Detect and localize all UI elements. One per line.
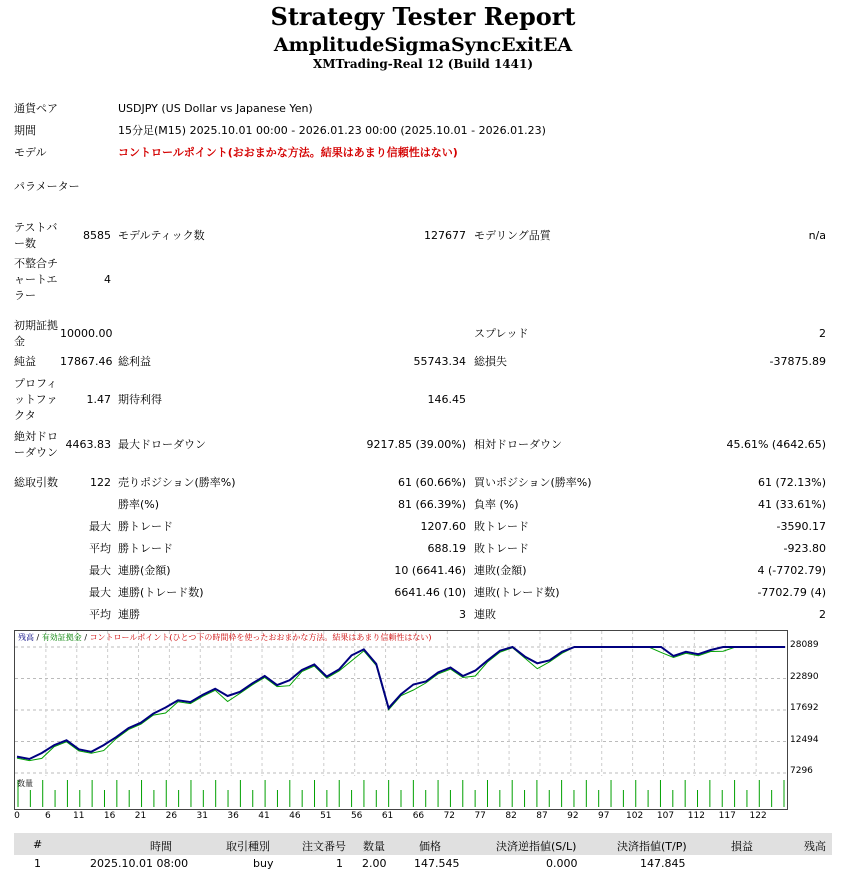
avg-consec-losses-value: 2 bbox=[819, 608, 826, 621]
deposit-label: 初期証拠金 bbox=[14, 319, 58, 348]
legend-balance: 残高 bbox=[18, 633, 34, 642]
max-consec2-row-label: 最大 bbox=[89, 586, 111, 599]
largest-loss-value: -3590.17 bbox=[776, 520, 826, 533]
table-header-cell: 価格 bbox=[419, 840, 441, 853]
rel-dd-value: 45.61% (4642.65) bbox=[726, 438, 826, 451]
short-value: 61 (60.66%) bbox=[397, 476, 466, 489]
bars-value: 8585 bbox=[83, 229, 111, 242]
table-header-cell: 損益 bbox=[731, 840, 753, 853]
period-value: 15分足(M15) 2025.10.01 00:00 - 2026.01.23 00:00 (2025.10.01 - 2026.01.23) bbox=[118, 124, 546, 137]
total-trades-value: 122 bbox=[90, 476, 111, 489]
x-tick-label: 122 bbox=[749, 811, 767, 821]
model-value: コントロールポイント(おおまかな方法。結果はあまり信頼性はない) bbox=[118, 146, 458, 159]
max-consec-wins-label: 連勝(金額) bbox=[118, 564, 171, 577]
table-header-cell: 残高 bbox=[804, 840, 826, 853]
abs-dd-label: 絶対ドローダウン bbox=[14, 430, 58, 459]
loss-value: 41 (33.61%) bbox=[757, 498, 826, 511]
pf-label: プロフィットファクタ bbox=[14, 377, 58, 422]
avg-consec-losses-label: 連敗 bbox=[474, 608, 496, 621]
y-tick-label: 22890 bbox=[790, 671, 819, 682]
x-tick-label: 97 bbox=[597, 811, 610, 821]
x-tick-label: 36 bbox=[227, 811, 239, 821]
max-consec-losses-label: 連敗(金額) bbox=[474, 564, 527, 577]
net-value: 17867.46 bbox=[60, 355, 113, 368]
largest-win-label: 勝トレード bbox=[118, 520, 173, 533]
table-row-cell: 2.00 bbox=[362, 857, 387, 870]
table-row-cell: 0.000 bbox=[546, 857, 578, 870]
avg-loss-label: 敗トレード bbox=[474, 542, 529, 555]
x-tick-label: 82 bbox=[505, 811, 517, 821]
y-tick-label: 12494 bbox=[790, 734, 819, 745]
report-title: Strategy Tester Report bbox=[270, 2, 576, 31]
table-row-cell: 1 bbox=[336, 857, 343, 870]
spread-value: 2 bbox=[819, 327, 826, 340]
x-tick-label: 107 bbox=[656, 811, 675, 821]
ticks-label: モデルティック数 bbox=[118, 229, 205, 242]
largest-win-value: 1207.60 bbox=[420, 520, 466, 533]
avg-consec-wins-label: 連勝 bbox=[118, 608, 140, 621]
x-tick-label: 16 bbox=[103, 811, 116, 821]
x-tick-label: 6 bbox=[45, 811, 51, 821]
spread-label: スプレッド bbox=[474, 327, 529, 340]
table-header-cell: 注文番号 bbox=[302, 840, 346, 853]
balance-line bbox=[17, 647, 785, 759]
period-label: 期間 bbox=[14, 124, 36, 137]
table-header-cell: 取引種別 bbox=[226, 840, 270, 853]
legend-model: コントロールポイント(ひとつ下の時間枠を使ったおおまかな方法。結果はあまり信頼性はない) bbox=[89, 633, 432, 642]
chart-legend: 残高 / 有効証拠金 / コントロールポイント(ひとつ下の時間枠を使ったおおまかな方法。結果はあまり信頼性はない) bbox=[18, 633, 432, 642]
max-consec-profit-value: 6641.46 (10) bbox=[394, 586, 466, 599]
mismatch-label: 不整合チャートエラー bbox=[14, 257, 58, 302]
gross-loss-value: -37875.89 bbox=[769, 355, 826, 368]
loss-label: 負率 (%) bbox=[474, 498, 519, 511]
symbol-label: 通貨ペア bbox=[14, 102, 58, 115]
balance-chart-svg bbox=[15, 631, 787, 777]
win-value: 81 (66.39%) bbox=[397, 498, 466, 511]
ea-name: AmplitudeSigmaSyncExitEA bbox=[273, 34, 573, 56]
rel-dd-label: 相対ドローダウン bbox=[474, 438, 562, 451]
gross-profit-value: 55743.34 bbox=[413, 355, 466, 368]
table-row-cell: 1 bbox=[34, 857, 41, 870]
gross-loss-label: 総損失 bbox=[474, 355, 507, 368]
x-tick-label: 56 bbox=[350, 811, 363, 821]
volume-label: 数量 bbox=[17, 779, 33, 788]
table-header-cell: # bbox=[33, 838, 43, 851]
max-consec-losses-value: 4 (-7702.79) bbox=[757, 564, 826, 577]
table-row-cell: 147.545 bbox=[414, 857, 460, 870]
symbol-value: USDJPY (US Dollar vs Japanese Yen) bbox=[118, 102, 313, 115]
x-tick-label: 11 bbox=[73, 811, 85, 821]
expected-value: 146.45 bbox=[427, 393, 466, 406]
x-tick-label: 102 bbox=[626, 811, 644, 821]
table-header-cell: 決済指値(T/P) bbox=[617, 840, 687, 853]
x-tick-label: 41 bbox=[258, 811, 270, 821]
win-label: 勝率(%) bbox=[118, 498, 160, 511]
table-header-cell: 時間 bbox=[150, 840, 172, 853]
bars-label: テストバー数 bbox=[14, 221, 58, 250]
table-row-cell: 147.845 bbox=[640, 857, 686, 870]
quality-value: n/a bbox=[808, 229, 826, 242]
avg-win-value: 688.19 bbox=[427, 542, 466, 555]
table-row-cell: 2025.10.01 08:00 bbox=[90, 857, 189, 870]
largest-loss-label: 敗トレード bbox=[474, 520, 529, 533]
mismatch-value: 4 bbox=[104, 273, 111, 286]
abs-dd-value: 4463.83 bbox=[65, 438, 111, 451]
x-tick-label: 21 bbox=[134, 811, 147, 821]
avg-consec-wins-value: 3 bbox=[459, 608, 466, 621]
max-consec-profit-label: 連勝(トレード数) bbox=[118, 586, 204, 599]
y-tick-label: 7296 bbox=[790, 766, 813, 776]
model-label: モデル bbox=[14, 146, 47, 159]
max-consec-row-label: 最大 bbox=[89, 564, 111, 577]
y-tick-label: 28089 bbox=[790, 640, 819, 650]
table-row-cell: buy bbox=[253, 857, 274, 870]
legend-equity: 有効証拠金 bbox=[41, 633, 82, 642]
max-consec-wins-value: 10 (6641.46) bbox=[394, 564, 466, 577]
ticks-value: 127677 bbox=[424, 229, 466, 242]
average-row-label: 平均 bbox=[89, 542, 111, 555]
max-consec-loss-label: 連敗(トレード数) bbox=[474, 586, 560, 599]
server-name: XMTrading-Real 12 (Build 1441) bbox=[312, 57, 534, 71]
max-dd-value: 9217.85 (39.00%) bbox=[366, 438, 466, 451]
x-tick-label: 77 bbox=[474, 811, 486, 821]
x-tick-label: 92 bbox=[567, 811, 579, 821]
avg-win-label: 勝トレード bbox=[118, 542, 173, 555]
y-tick-label: 17692 bbox=[790, 703, 819, 713]
volume-chart bbox=[14, 776, 788, 810]
x-tick-label: 61 bbox=[381, 811, 394, 821]
largest-row-label: 最大 bbox=[89, 520, 111, 533]
total-trades-label: 総取引数 bbox=[14, 476, 58, 489]
avg-loss-value: -923.80 bbox=[783, 542, 826, 555]
balance-chart bbox=[14, 630, 788, 778]
equity-line bbox=[17, 647, 785, 761]
x-tick-label: 87 bbox=[536, 811, 548, 821]
x-tick-label: 31 bbox=[196, 811, 208, 821]
params-label: パラメーター bbox=[14, 180, 80, 193]
table-header-cell: 数量 bbox=[363, 840, 385, 853]
x-tick-label: 46 bbox=[289, 811, 301, 821]
x-tick-label: 112 bbox=[687, 811, 705, 821]
quality-label: モデリング品質 bbox=[474, 229, 551, 242]
x-tick-label: 72 bbox=[443, 811, 456, 821]
x-tick-label: 51 bbox=[320, 811, 332, 821]
long-label: 買いポジション(勝率%) bbox=[474, 476, 592, 489]
avg-consec-row-label: 平均 bbox=[89, 608, 111, 621]
x-tick-label: 66 bbox=[412, 811, 425, 821]
gross-profit-label: 総利益 bbox=[118, 355, 151, 368]
pf-value: 1.47 bbox=[86, 393, 111, 406]
net-label: 純益 bbox=[14, 355, 36, 368]
long-value: 61 (72.13%) bbox=[757, 476, 826, 489]
short-label: 売りポジション(勝率%) bbox=[118, 476, 236, 489]
deposit-value: 10000.00 bbox=[60, 327, 113, 340]
expected-label: 期待利得 bbox=[118, 393, 162, 406]
x-tick-label: 26 bbox=[165, 811, 178, 821]
x-tick-label: 0 bbox=[14, 811, 20, 821]
volume-chart-svg bbox=[15, 776, 787, 809]
table-header-cell: 決済逆指値(S/L) bbox=[496, 840, 577, 853]
x-tick-label: 117 bbox=[718, 811, 736, 821]
max-consec-loss-value: -7702.79 (4) bbox=[757, 586, 826, 599]
max-dd-label: 最大ドローダウン bbox=[118, 438, 206, 451]
